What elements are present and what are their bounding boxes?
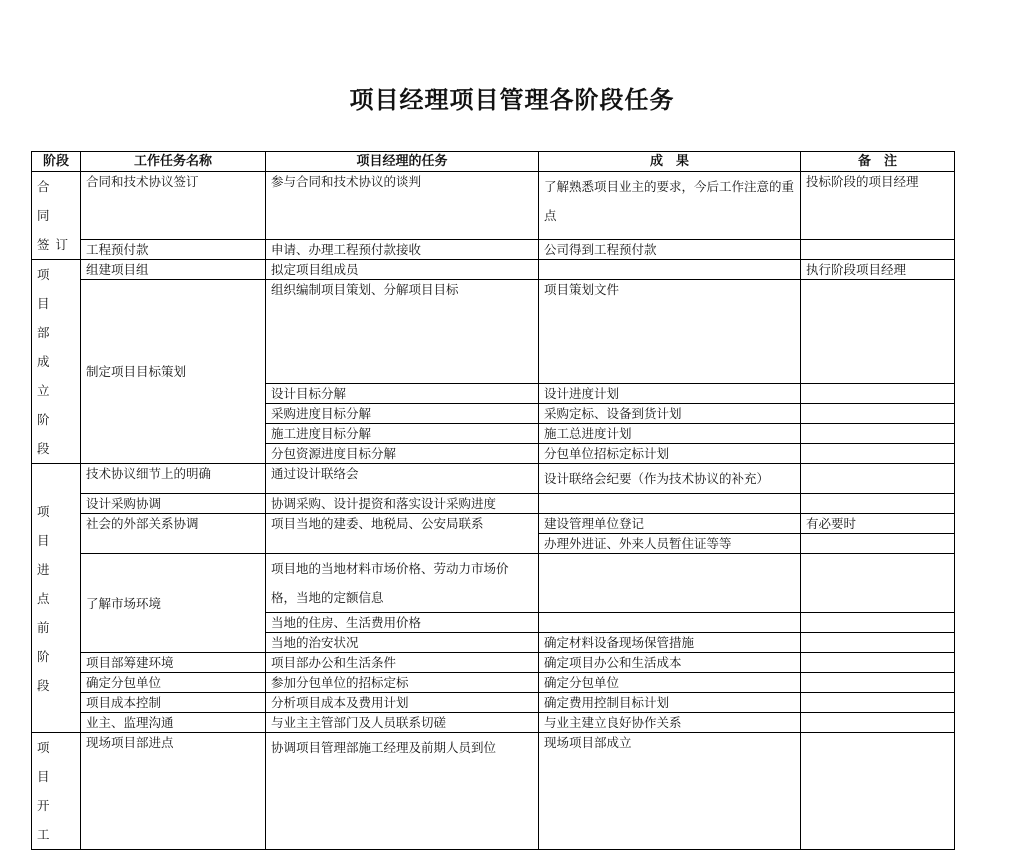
note-cell	[801, 494, 955, 514]
result-cell: 确定分包单位	[539, 673, 801, 693]
table-row	[32, 464, 955, 494]
stage-cell: 项 目 开 工	[32, 733, 81, 850]
pm-cell: 协调采购、设计提资和落实设计采购进度	[266, 494, 539, 514]
document-title: 项目经理项目管理各阶段任务	[349, 86, 675, 114]
note-cell	[801, 673, 955, 693]
note-cell: 有必要时	[801, 514, 955, 534]
result-cell: 采购定标、设备到货计划	[539, 404, 801, 424]
note-cell	[801, 444, 955, 464]
task-cell: 项目成本控制	[81, 693, 266, 713]
result-cell: 项目策划文件	[539, 280, 801, 384]
note-cell	[801, 554, 955, 613]
pm-cell: 分包资源进度目标分解	[266, 444, 539, 464]
task-cell: 确定分包单位	[81, 673, 266, 693]
table-row	[32, 514, 955, 534]
header-task-name: 工作任务名称	[81, 152, 266, 172]
table-row	[32, 554, 955, 613]
note-cell	[801, 693, 955, 713]
note-cell: 执行阶段项目经理	[801, 260, 955, 280]
table-row	[32, 494, 955, 514]
task-cell: 现场项目部进点	[81, 733, 266, 850]
task-cell: 社会的外部关系协调	[81, 514, 266, 554]
result-cell: 设计进度计划	[539, 384, 801, 404]
table-row	[32, 653, 955, 673]
header-pm-task: 项目经理的任务	[266, 152, 539, 172]
note-cell	[801, 653, 955, 673]
pm-cell: 拟定项目组成员	[266, 260, 539, 280]
table-header-row	[32, 152, 955, 172]
note-cell	[801, 424, 955, 444]
result-cell: 确定材料设备现场保管措施	[539, 633, 801, 653]
task-cell: 项目部筹建环境	[81, 653, 266, 673]
pm-cell: 当地的治安状况	[266, 633, 539, 653]
task-cell: 组建项目组	[81, 260, 266, 280]
table-row	[32, 673, 955, 693]
pm-cell: 协调项目管理部施工经理及前期人员到位	[266, 733, 539, 850]
note-cell	[801, 240, 955, 260]
table-row	[32, 172, 955, 240]
task-cell: 设计采购协调	[81, 494, 266, 514]
pm-cell: 设计目标分解	[266, 384, 539, 404]
pm-cell: 项目地的当地材料市场价格、劳动力市场价格，当地的定额信息	[266, 554, 539, 613]
note-cell	[801, 713, 955, 733]
task-cell: 业主、监理沟通	[81, 713, 266, 733]
pm-cell: 申请、办理工程预付款接收	[266, 240, 539, 260]
pm-cell: 当地的住房、生活费用价格	[266, 613, 539, 633]
result-cell: 分包单位招标定标计划	[539, 444, 801, 464]
task-cell: 了解市场环境	[81, 554, 266, 653]
pm-cell: 通过设计联络会	[266, 464, 539, 494]
pm-cell: 参加分包单位的招标定标	[266, 673, 539, 693]
note-cell	[801, 534, 955, 554]
task-table	[31, 151, 955, 850]
result-cell: 办理外进证、外来人员暂住证等等	[539, 534, 801, 554]
note-cell	[801, 404, 955, 424]
note-cell: 投标阶段的项目经理	[801, 172, 955, 240]
header-result: 成 果	[539, 152, 801, 172]
result-cell	[539, 554, 801, 613]
result-cell: 了解熟悉项目业主的要求，今后工作注意的重点	[539, 172, 801, 240]
task-cell: 制定项目目标策划	[81, 280, 266, 464]
note-cell	[801, 613, 955, 633]
header-stage: 阶段	[32, 152, 81, 172]
task-cell: 技术协议细节上的明确	[81, 464, 266, 494]
note-cell	[801, 633, 955, 653]
note-cell	[801, 733, 955, 850]
stage-cell: 项 目 部 成 立 阶 段	[32, 260, 81, 464]
stage-cell: 合 同 签订	[32, 172, 81, 260]
header-note: 备 注	[801, 152, 955, 172]
task-cell: 工程预付款	[81, 240, 266, 260]
result-cell: 公司得到工程预付款	[539, 240, 801, 260]
table-row	[32, 240, 955, 260]
pm-cell: 与业主主管部门及人员联系切磋	[266, 713, 539, 733]
result-cell	[539, 260, 801, 280]
pm-cell: 组织编制项目策划、分解项目目标	[266, 280, 539, 384]
pm-cell: 项目部办公和生活条件	[266, 653, 539, 673]
note-cell	[801, 464, 955, 494]
stage-cell: 项 目 进 点 前 阶 段	[32, 464, 81, 733]
result-cell: 确定费用控制目标计划	[539, 693, 801, 713]
result-cell: 现场项目部成立	[539, 733, 801, 850]
table-row	[32, 280, 955, 384]
result-cell: 建设管理单位登记	[539, 514, 801, 534]
table-row	[32, 693, 955, 713]
table-row	[32, 733, 955, 850]
result-cell: 施工总进度计划	[539, 424, 801, 444]
table-row	[32, 713, 955, 733]
result-cell: 设计联络会纪要（作为技术协议的补充）	[539, 464, 801, 494]
table-row	[32, 260, 955, 280]
result-cell	[539, 613, 801, 633]
pm-cell: 参与合同和技术协议的谈判	[266, 172, 539, 240]
result-cell	[539, 494, 801, 514]
result-cell: 确定项目办公和生活成本	[539, 653, 801, 673]
pm-cell: 施工进度目标分解	[266, 424, 539, 444]
pm-cell: 项目当地的建委、地税局、公安局联系	[266, 514, 539, 554]
note-cell	[801, 280, 955, 384]
task-cell: 合同和技术协议签订	[81, 172, 266, 240]
pm-cell: 分析项目成本及费用计划	[266, 693, 539, 713]
result-cell: 与业主建立良好协作关系	[539, 713, 801, 733]
pm-cell: 采购进度目标分解	[266, 404, 539, 424]
note-cell	[801, 384, 955, 404]
